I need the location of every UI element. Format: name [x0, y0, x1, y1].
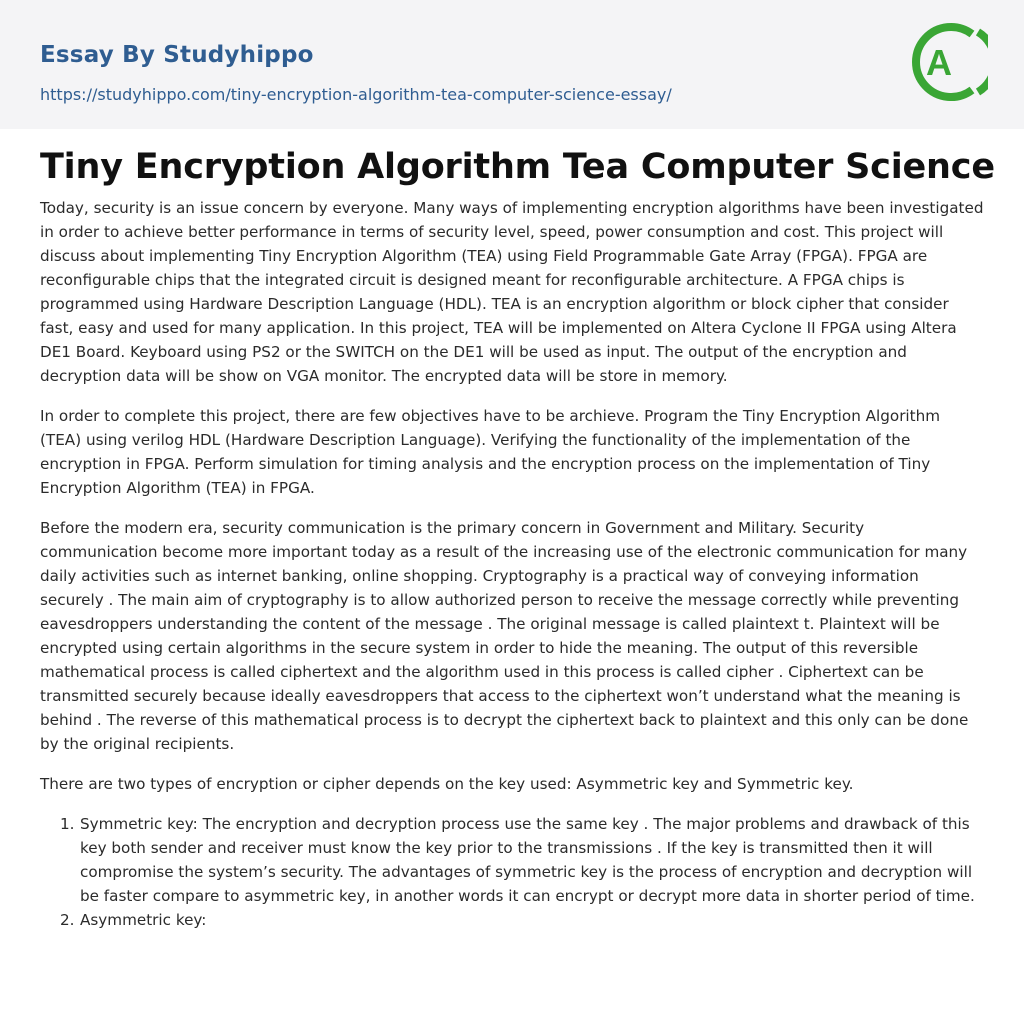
- studyhippo-logo-icon[interactable]: [910, 18, 988, 106]
- essay-url-link[interactable]: https://studyhippo.com/tiny-encryption-algorithm-tea-computer-science-essay/: [40, 85, 672, 104]
- paragraph-2: In order to complete this project, there are few objectives have to be archieve. Program the Tiny Encryption Algorithm (TEA) using verilog HDL (Hardware Description Language). Verifying the functionality of the implementation of the encryption in FPGA. Perform simulation for timing analysis and the encryption process on the implementation of Tiny Encryption Algorithm (TEA) in FPGA.: [40, 407, 941, 497]
- logo-letter: A: [926, 42, 952, 83]
- list-item: [40, 908, 985, 932]
- paragraph-3: Before the modern era, security communication is the primary concern in Government and Military. Security communication become more important today as a result of the increasing use of the electronic communication for many daily activities such as internet banking, online shopping. Cryptography is a practical way of conveying information securely . The main aim of cryptography is to allow authorized person to receive the message correctly while preventing eavesdroppers understanding the content of the message . The original message is called plaintext t. Plaintext will be encrypted using certain algorithms in the secure system in order to hide the meaning. The output of this reversible mathematical process is called ciphertext and the algorithm used in this process is called cipher . Ciphertext can be transmitted securely because ideally eavesdroppers that access to the ciphertext won’t understand what the meaning is behind . The reverse of this mathematical process is to decrypt the ciphertext back to plaintext and this only can be done by the original recipients.: [40, 519, 969, 753]
- list-item: [40, 812, 985, 908]
- list-item-text: Symmetric key: The encryption and decryption process use the same key . The major problems and drawback of this key both sender and receiver must know the key prior to the transmissions . If the key is transmitted then it will compromise the system’s security. The advantages of symmetric key is the process of encryption and decryption will be faster compare to asymmetric key, in another words it can encrypt or decrypt more data in shorter period of time.: [80, 815, 975, 905]
- article-content: [40, 144, 995, 932]
- key-types-list: [40, 812, 985, 932]
- list-item-number: 1.: [60, 815, 75, 833]
- site-header: [0, 0, 1024, 129]
- list-item-text: Asymmetric key:: [80, 911, 207, 929]
- list-item-number: 2.: [60, 911, 75, 929]
- article-title: Tiny Encryption Algorithm Tea Computer Science: [40, 147, 995, 187]
- paragraph-4: There are two types of encryption or cipher depends on the key used: Asymmetric key and Symmetric key.: [40, 775, 854, 793]
- paragraph-1: Today, security is an issue concern by everyone. Many ways of implementing encryption algorithms have been investigated in order to achieve better performance in terms of security level, speed, power consumption and cost. This project will discuss about implementing Tiny Encryption Algorithm (TEA) using Field Programmable Gate Array (FPGA). FPGA are reconfigurable chips that the integrated circuit is designed meant for reconfigurable architecture. A FPGA chips is programmed using Hardware Description Language (HDL). TEA is an encryption algorithm or block cipher that consider fast, easy and used for many application. In this project, TEA will be implemented on Altera Cyclone II FPGA using Altera DE1 Board. Keyboard using PS2 or the SWITCH on the DE1 will be used as input. The output of the encryption and decryption data will be show on VGA monitor. The encrypted data will be store in memory.: [40, 199, 984, 385]
- site-name[interactable]: Essay By Studyhippo: [40, 42, 314, 68]
